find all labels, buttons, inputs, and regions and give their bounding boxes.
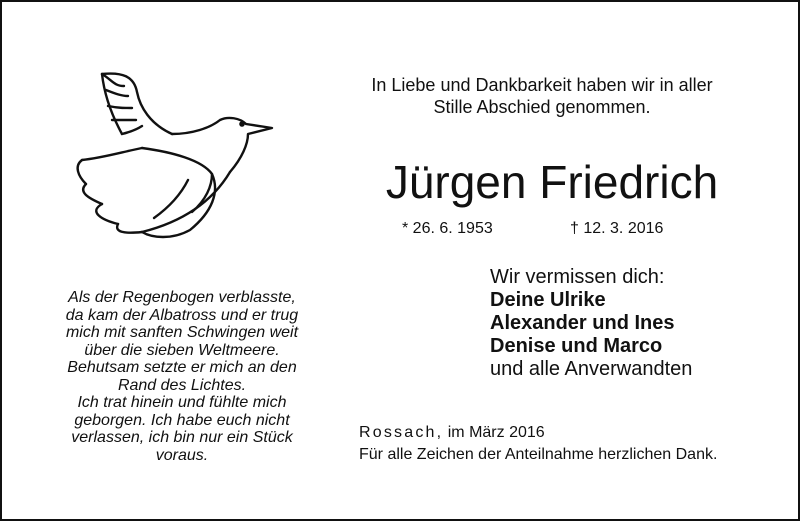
footer — [359, 422, 779, 466]
poem-line: voraus. — [155, 446, 209, 464]
poem-line: mich mit sanften Schwingen weit — [65, 324, 299, 341]
place: Rossach, — [359, 424, 444, 441]
poem-line: da kam der Albatross und er trug — [65, 306, 299, 324]
poem-line: Als der Regenbogen verblasste, — [68, 289, 296, 306]
intro-text — [342, 74, 742, 118]
place-date-line — [359, 422, 779, 444]
dove-icon — [62, 62, 292, 252]
death-date: † 12. 3. 2016 — [570, 220, 664, 237]
mourner-name: Denise und Marco — [490, 335, 663, 357]
mourners-list — [490, 266, 780, 381]
poem-line: geborgen. Ich habe euch nicht — [74, 411, 290, 429]
poem-line: verlassen, ich bin nur ein Stück — [71, 429, 293, 446]
deceased-name: Jürgen Friedrich — [385, 156, 719, 208]
mourner-name: Alexander und Ines — [490, 312, 675, 334]
intro-line-2: Stille Abschied genommen. — [433, 97, 651, 117]
poem-line: über die sieben Weltmeere. — [84, 341, 280, 359]
mourners-closing: und alle Anverwandten — [490, 358, 693, 380]
birth-date: * 26. 6. 1953 — [402, 220, 493, 237]
poem-line: Ich trat hinein und fühlte mich — [77, 394, 287, 411]
poem-line: Behutsam setzte er mich an den — [67, 359, 297, 376]
date: im März 2016 — [443, 424, 545, 441]
mourners-heading: Wir vermissen dich: — [490, 266, 665, 288]
thanks-line: Für alle Zeichen der Anteilnahme herzlichen Dank. — [359, 446, 718, 463]
poem — [42, 289, 322, 464]
poem-line: Rand des Lichtes. — [117, 376, 247, 394]
mourner-name: Deine Ulrike — [490, 289, 606, 311]
intro-line-1: In Liebe und Dankbarkeit haben wir in aller — [371, 75, 713, 95]
